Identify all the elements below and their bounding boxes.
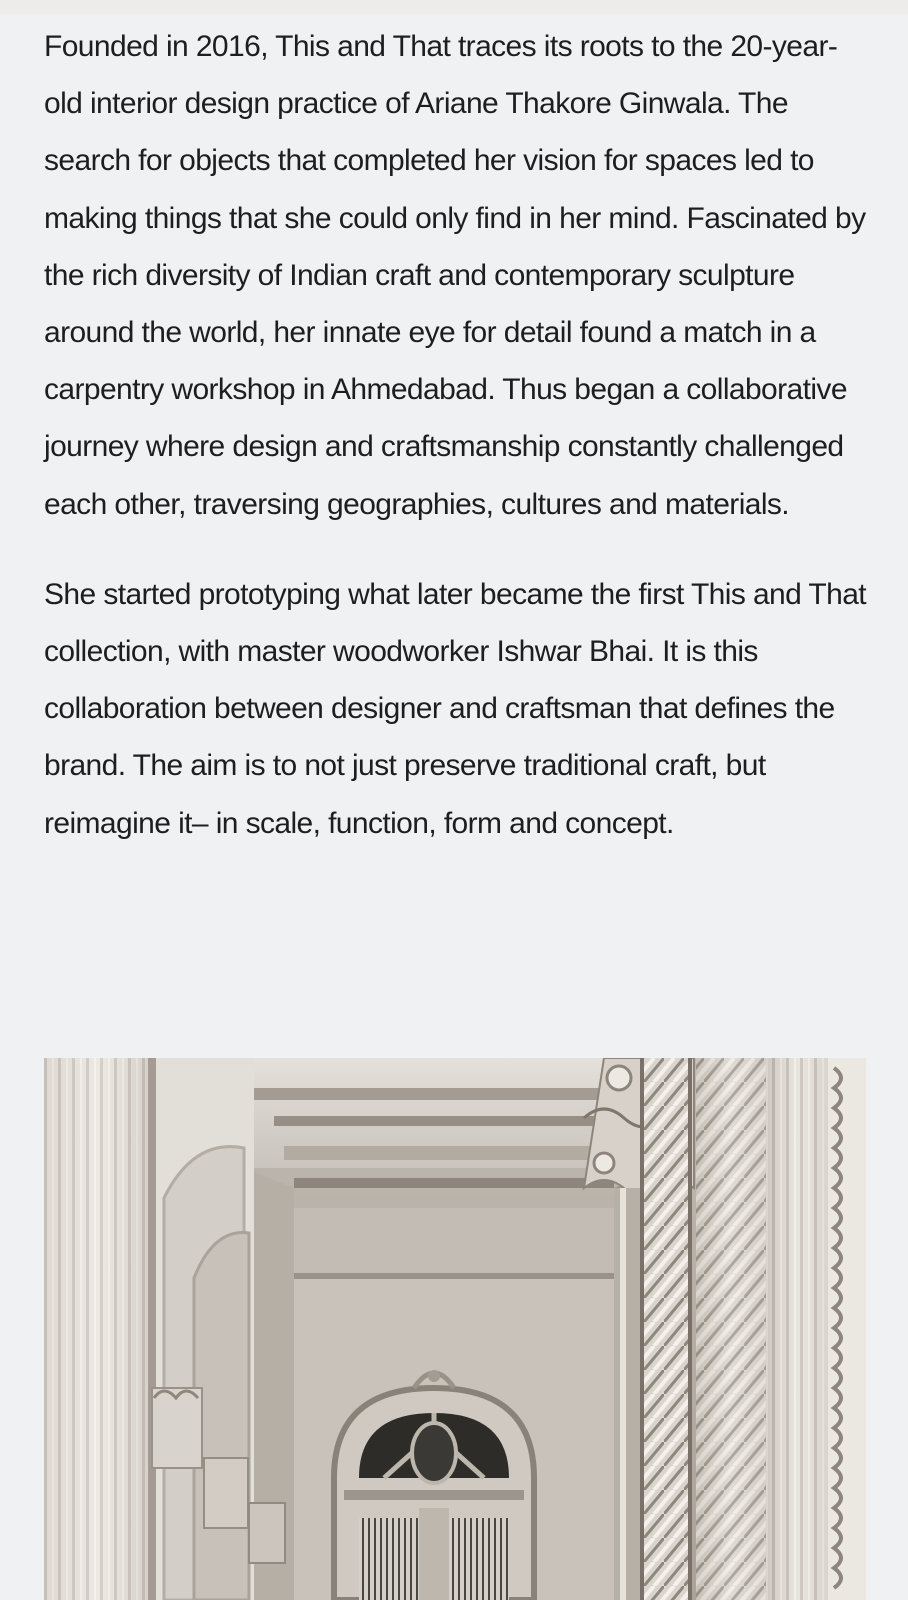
colonnade-photo — [44, 1058, 866, 1600]
article-paragraph-2: She started prototyping what later became the first This and That collection, with master woodworker Ishwar Bhai. It is this collaboration between designer and craftsman that defines the brand. The aim is to not just preserve traditional craft, but reimagine it– in scale, function, form and concept. — [44, 577, 867, 840]
article-body — [44, 18, 874, 852]
article-paragraph-1: Founded in 2016, This and That traces its roots to the 20-year-old interior design practice of Ariane Thakore Ginwala. The search for objects that completed her vision for spaces led to making things that she could only find in her mind. Fascinated by the rich diversity of Indian craft and contemporary sculpture around the world, her innate eye for detail found a match in a carpentry workshop in Ahmedabad. Thus began a collaborative journey where design and craftsmanship constantly challenged each other, traversing geographies, cultures and materials. — [44, 30, 866, 521]
top-edge-strip — [0, 0, 908, 14]
